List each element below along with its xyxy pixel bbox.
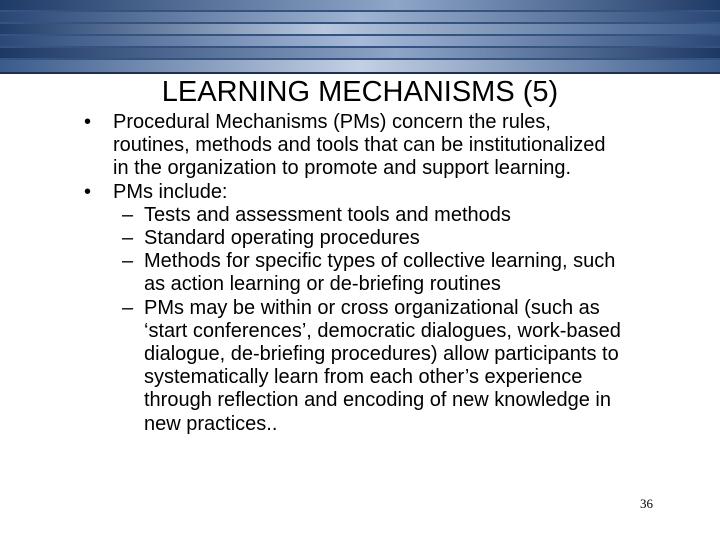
sub-bullet-text: Standard operating procedures xyxy=(144,227,420,250)
slide-body xyxy=(84,111,624,436)
bullet-item xyxy=(84,111,624,181)
sub-bullet-item xyxy=(84,250,624,296)
bullet-item xyxy=(84,181,624,204)
slide-title xyxy=(0,76,720,109)
sub-bullet-text: Tests and assessment tools and methods xyxy=(144,203,511,226)
banner-stripe xyxy=(0,0,720,10)
banner-stripe xyxy=(0,60,720,72)
sub-bullet-item xyxy=(84,227,624,250)
en-dash-icon: – xyxy=(122,203,134,226)
sub-bullet-item xyxy=(84,204,624,227)
sub-bullet-item xyxy=(84,297,624,436)
banner-stripe xyxy=(0,48,720,58)
bullet-text: Procedural Mechanisms (PMs) concern the rules, routines, methods and tools that can be institutionalized in the organization to promote and support learning. xyxy=(113,111,606,180)
page-number: 36 xyxy=(640,496,653,511)
en-dash-icon: – xyxy=(122,227,134,250)
en-dash-icon: – xyxy=(122,250,134,273)
bullet-dot-icon: • xyxy=(84,111,92,133)
banner-stripe xyxy=(0,24,720,34)
sub-bullet-text: PMs may be within or cross organizational (such as ‘start conferences’, democratic dialogues, work-based dialogue, de-briefing procedures) allow participants to systematically learn from each other’s experience through reflection and encoding of new knowledge in new practices.. xyxy=(144,296,621,435)
slide-title-text: LEARNING MECHANISMS (5) xyxy=(161,76,559,108)
sub-bullet-text: Methods for specific types of collective learning, such as action learning or de-briefing routines xyxy=(144,250,616,296)
header-banner xyxy=(0,0,720,72)
banner-stripe xyxy=(0,12,720,22)
bullet-dot-icon: • xyxy=(84,180,92,203)
banner-divider xyxy=(0,72,720,74)
en-dash-icon: – xyxy=(122,296,134,319)
banner-stripe xyxy=(0,36,720,46)
bullet-text: PMs include: xyxy=(113,180,228,203)
